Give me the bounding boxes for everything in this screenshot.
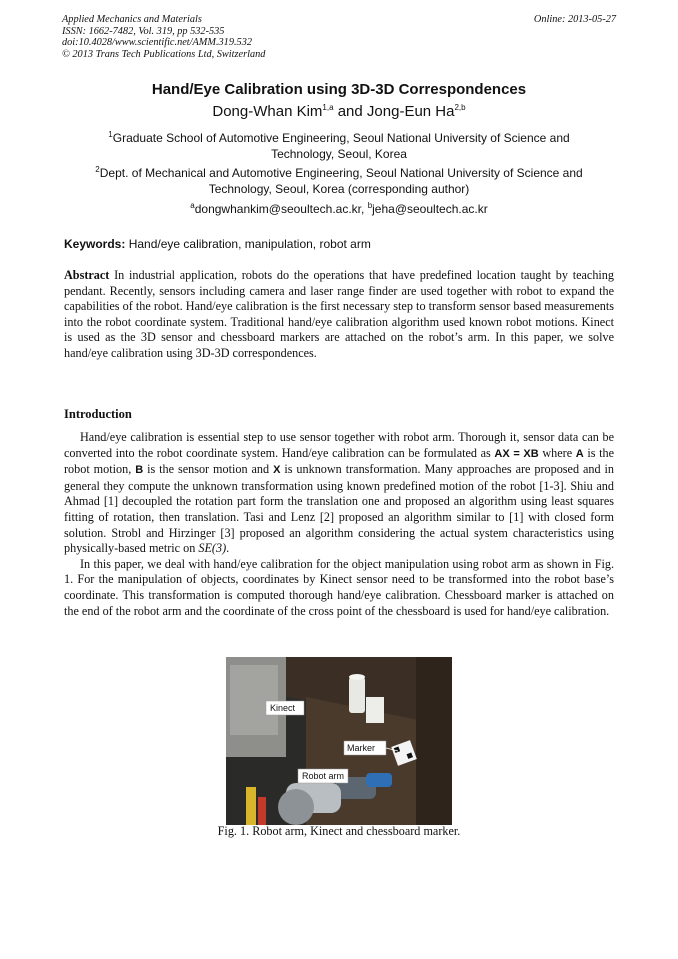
symbol-x: X <box>273 464 281 477</box>
affiliation-1 <box>80 131 598 162</box>
email-a: dongwhankim@seoultech.ac.kr, <box>194 202 368 216</box>
intro-paragraph-1 <box>64 430 614 557</box>
copyright-line: © 2013 Trans Tech Publications Ltd, Switzerland <box>62 48 266 60</box>
doi-line: doi:10.4028/www.scientific.net/AMM.319.532 <box>62 37 252 49</box>
affiliation-2-sup: 2 <box>95 165 100 174</box>
journal-name: Applied Mechanics and Materials <box>62 14 202 25</box>
intro-body <box>64 430 614 619</box>
author-2: Jong-Eun Ha <box>366 103 455 120</box>
se3-metric: SE(3) <box>198 541 227 556</box>
section-heading-introduction: Introduction <box>64 407 132 421</box>
equation-ax-xb: AX = XB <box>494 447 539 460</box>
intro-p1-text-f: . <box>226 541 230 556</box>
keywords-label: Keywords: <box>64 237 126 251</box>
symbol-a: A <box>575 447 584 460</box>
intro-p1-text-e: is unknown transformation. Many approaches are proposed and in general they compute the unknown transformation using known predefined motion of the robot [1-3]. Shiu and Ahmad [1] decoupled the rotation part form the translation one and proposed an algorithm using least squares fitting of rotation, then translation. Tasi and Lenz [2] proposed an algorithm similar to [1] with closed form solution. Strobl and Hirzinger [3] proposed an algorithm considering the actual system characteristics using physically-based metric on <box>64 462 615 556</box>
running-header <box>62 14 265 60</box>
abstract <box>64 268 614 362</box>
robot-setup-illustration <box>226 657 452 825</box>
intro-p1-text-c: is the robot motion, <box>64 445 614 477</box>
author-1: Dong-Whan Kim <box>212 103 323 120</box>
email-a-sup: a <box>190 201 195 210</box>
keywords <box>64 237 371 251</box>
author-line <box>0 103 678 120</box>
label-marker: Marker <box>347 743 376 753</box>
email-b: jeha@seoultech.ac.kr <box>372 202 488 216</box>
abstract-label: Abstract <box>64 268 110 282</box>
intro-p1-text-d: is the sensor motion and <box>143 462 274 477</box>
label-kinect: Kinect <box>270 703 296 713</box>
author-conjunction: and <box>333 103 367 120</box>
affiliation-2 <box>80 166 598 197</box>
affiliation-1-text: Graduate School of Automotive Engineering, Seoul National University of Science and Technology, Seoul, Korea <box>112 131 570 161</box>
paper-title: Hand/Eye Calibration using 3D-3D Correspondences <box>151 81 527 98</box>
intro-p1-text-a: Hand/eye calibration is essential step to use sensor together with robot arm. Thorough it, sensor data can be converted into the robot coordinate system. Hand/eye calibration can be formulated as <box>64 430 614 460</box>
email-line <box>0 202 678 216</box>
email-b-sup: b <box>367 201 373 210</box>
symbol-b: B <box>135 464 144 477</box>
intro-paragraph-2: In this paper, we deal with hand/eye calibration for the object manipulation using robot arm as shown in Fig. 1. For the manipulation of objects, coordinates by Kinect sensor need to be transformed into the robot base’s coordinate. This transformation is computed thorough hand/eye calibration. Chessboard marker is attached on the end of the robot arm and the coordinate of the cross point of the chessboard is used for hand/eye calibration. <box>64 556 614 618</box>
affiliation-1-sup: 1 <box>108 130 113 139</box>
intro-p1-text-b: where <box>538 445 576 460</box>
figure-1-photo <box>226 657 452 825</box>
abstract-text: In industrial application, robots do the operations that have predefined location taught by teaching pendant. Recently, sensors including camera and laser range finder are used together with robot to expand the capabilities of the robot. Hand/eye calibration is the first necessary step to transform sensor based measurements into the robot coordinate system. Traditional hand/eye calibration algorithm used known robot motions. Kinect is used as the 3D sensor and chessboard markers are attached on the robot’s arm. In this paper, we solve hand/eye calibration using 3D-3D correspondences. <box>64 268 614 360</box>
keywords-text: Hand/eye calibration, manipulation, robot arm <box>125 237 371 251</box>
author-2-sup: 2,b <box>454 103 466 112</box>
online-date: Online: 2013-05-27 <box>533 14 616 25</box>
author-1-sup: 1,a <box>322 103 334 112</box>
label-robot-arm: Robot arm <box>302 771 345 781</box>
figure-1-caption: Fig. 1. Robot arm, Kinect and chessboard marker. <box>217 824 461 838</box>
affiliation-2-text: Dept. of Mechanical and Automotive Engineering, Seoul National University of Science and Technology, Seoul, Korea (corresponding author) <box>99 166 583 196</box>
issn-line: ISSN: 1662-7482, Vol. 319, pp 532-535 <box>62 25 225 37</box>
